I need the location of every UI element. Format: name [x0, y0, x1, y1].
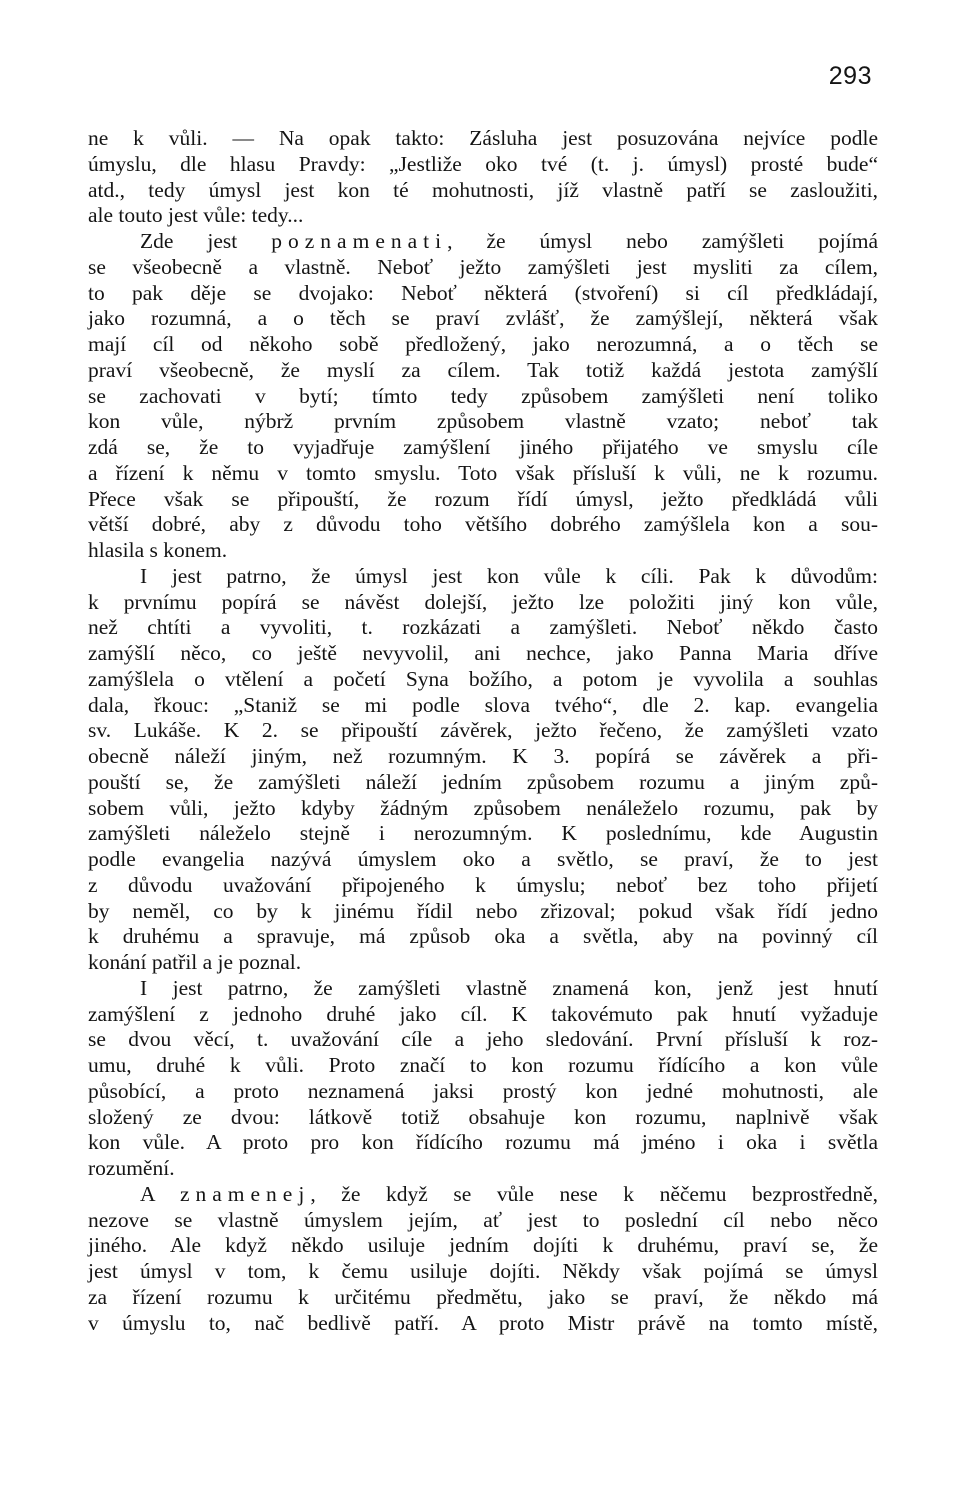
text-line: úmyslu, dle hlasu Pravdy: „Jestliže oko tvé (t. j. úmysl) prosté bude“: [88, 151, 878, 176]
text-line: zamýšlení z jednoho druhé jako cíl. K takovémuto pak hnutí vyžaduje: [88, 1001, 878, 1026]
text-line: za řízení rozumu k určitému předmětu, jako se praví, že někdo má: [88, 1284, 878, 1309]
text-line: by neměl, co by k jinému řídil nebo zřizoval; pokud však řídí jedno: [88, 898, 878, 923]
text-line: podle evangelia nazývá úmyslem oko a světlo, se praví, že to jest: [88, 847, 878, 871]
text-line: Přece však se připouští, že rozum řídí úmysl, ježto předkládá vůli: [88, 486, 878, 511]
text-line: se dvou věcí, t. uvažování cíle a jeho sledování. První přísluší k roz-: [88, 1027, 878, 1052]
text-line: zamýšleti náleželo stejně i nerozumným. K poslednímu, kde Augustin: [88, 821, 878, 846]
text-line: pouští se, že zamýšleti náleží jedním způsobem rozumu a jiným způ-: [88, 769, 878, 794]
text-line: a řízení k němu v tomto smyslu. Toto však přísluší k vůli, ne k rozumu.: [88, 460, 878, 485]
spaced-emphasis: poznamenati: [271, 229, 448, 253]
spaced-emphasis: znamenej: [179, 1181, 311, 1206]
text-line: umu, druhé k vůli. Proto značí to kon rozumu řídícího a kon vůle: [88, 1053, 878, 1077]
text-line: mají cíl od někoho sobě předložený, jako nerozumná, a o těch se: [88, 332, 878, 356]
text-line: obecně náleží jiným, než rozumným. K 3. popírá se závěrek a při-: [88, 744, 878, 768]
text-line: zamýšlela o vtělení a početí Syna božího, a potom je vyvolila a souhlas: [88, 666, 878, 691]
body-text: [88, 126, 878, 1336]
text-line: praví všeobecně, že myslí za cílem. Tak totiž každá jestota zamýšlí: [88, 357, 878, 382]
text-line: než chtíti a vyvoliti, t. rozkázati a zamýšleti. Neboť někdo často: [88, 615, 878, 640]
text-line: ale touto jest vůle: tedy...: [88, 203, 304, 228]
text-line: složený ze dvou: látkově totiž obsahuje kon rozumu, naplnivě však: [88, 1104, 878, 1129]
text-line: zdá se, že to vyjadřuje zamýšlení jiného přijatého ve smyslu cíle: [88, 435, 878, 459]
text-line: z důvodu uvažování připojeného k úmyslu; neboť bez toho přijetí: [88, 872, 878, 897]
text-line: I jest patrno, že úmysl jest kon vůle k cíli. Pak k důvodům:: [140, 563, 878, 588]
text-line: kon vůle. A proto pro kon řídícího rozumu má jméno i oka i světla: [88, 1130, 878, 1155]
text-line: sv. Lukáše. K 2. se připouští závěrek, ježto řečeno, že zamýšleti vzato: [88, 718, 878, 743]
text-line: hlasila s konem.: [88, 538, 228, 562]
text-line: nezove se vlastně úmyslem jejím, ať jest to poslední cíl nebo něco: [88, 1207, 878, 1232]
text-line: I jest patrno, že zamýšleti vlastně znamená kon, jenž jest hnutí: [140, 975, 878, 1000]
text-line: jako rozumná, a o těch se praví zvlášť, že zamýšlejí, některá však: [88, 306, 878, 331]
text-line: dala, řkouc: „Staniž se mi podle slova tvého“, dle 2. kap. evangelia: [88, 692, 878, 717]
text-line: k druhému a spravuje, má způsob oka a světla, aby na povinný cíl: [88, 924, 878, 949]
text-line: zamýšlí něco, co ještě nevyvolil, ani nechce, jako Panna Maria dříve: [88, 641, 878, 665]
text-line: se všeobecně a vlastně. Neboť ježto zamýšleti jest mysliti za cílem,: [88, 254, 878, 279]
text-line: v úmyslu to, nač bedlivě patří. A proto Mistr právě na tomto místě,: [88, 1310, 878, 1335]
text-line: A znamenej, že když se vůle nese k něčemu bezprostředně,: [140, 1181, 878, 1206]
text-line: rozumění.: [88, 1156, 175, 1180]
text-line: jiného. Ale když někdo usiluje jedním dojíti k druhému, praví se, že: [88, 1233, 878, 1258]
text-line: sobem vůli, ježto kdyby žádným způsobem nenáleželo rozumu, pak by: [88, 795, 878, 820]
text-line: se zachovati v bytí; tímto tedy způsobem zamýšleti není toliko: [88, 383, 878, 408]
text-line: konání patřil a je poznal.: [88, 950, 302, 974]
text-line: to pak děje se dvojako: Neboť některá (stvoření) si cíl předkládají,: [88, 280, 878, 305]
text-line: jest úmysl v tom, k čemu usiluje dojíti. Někdy však pojímá se úmysl: [88, 1259, 878, 1283]
page-number: 293: [828, 62, 872, 90]
text-line: větší dobré, aby z důvodu toho většího dobrého zamýšlela kon a sou-: [88, 512, 878, 537]
text-line: Zde jest poznamenati, že úmysl nebo zamýšleti pojímá: [140, 229, 878, 253]
text-line: působící, a proto neznamená jaksi prostý kon jedné mohutnosti, ale: [88, 1078, 878, 1103]
text-line: k prvnímu popírá se návěst dolejší, ježto lze položiti jiný kon vůle,: [88, 589, 878, 614]
text-line: ne k vůli. — Na opak takto: Zásluha jest posuzována nejvíce podle: [88, 126, 878, 150]
text-line: atd., tedy úmysl jest kon té mohutnosti, jíž vlastně patří se zasloužiti,: [88, 177, 878, 202]
text-line: kon vůle, nýbrž prvním způsobem vlastně vzato; neboť tak: [88, 409, 878, 434]
